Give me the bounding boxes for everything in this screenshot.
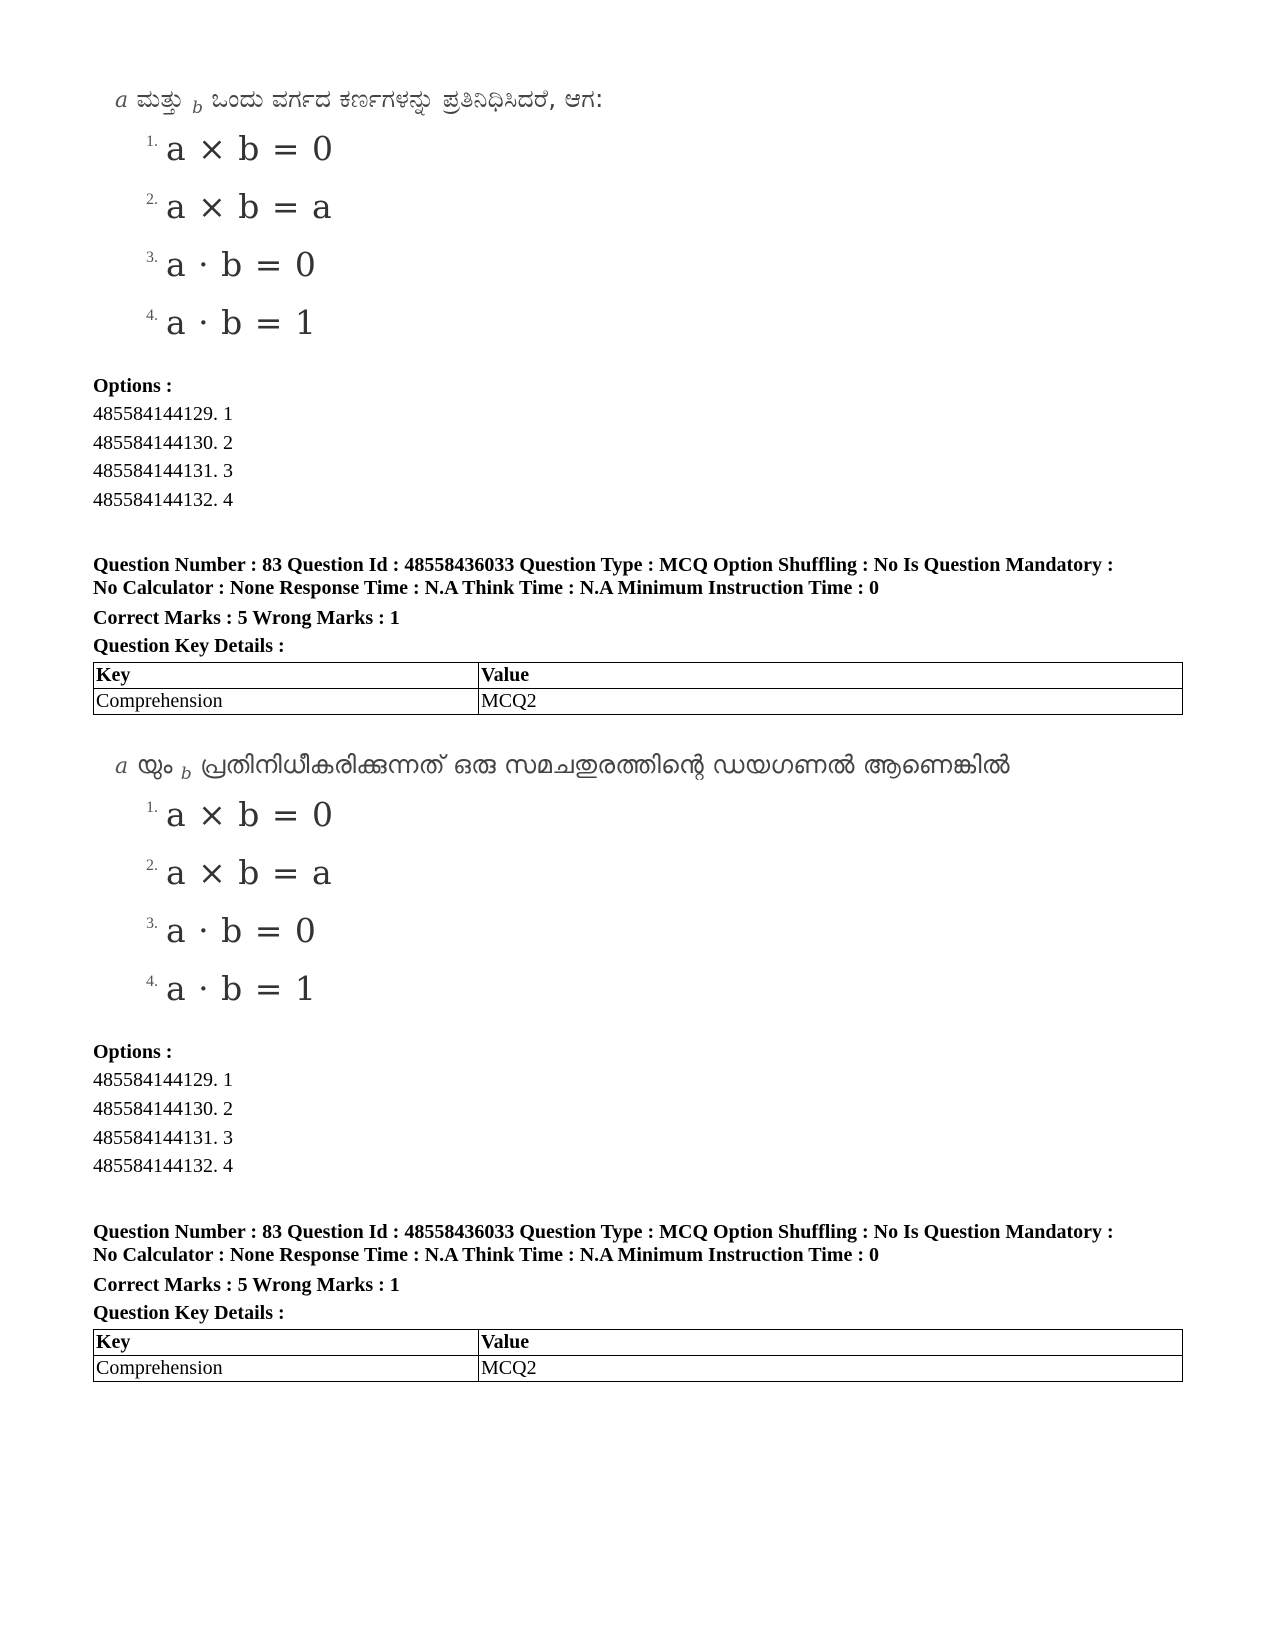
marks-line: Correct Marks : 5 Wrong Marks : 1 bbox=[93, 607, 400, 630]
options-title: Options : bbox=[93, 1041, 173, 1064]
marks-line: Correct Marks : 5 Wrong Marks : 1 bbox=[93, 1273, 400, 1296]
table-cell: MCQ2 bbox=[479, 1355, 1183, 1381]
choice-number: 1. bbox=[146, 133, 158, 150]
question-meta-line: No Calculator : None Response Time : N.A Think Time : N.A Minimum Instruction Time : 0 bbox=[93, 577, 879, 600]
choice-expression: a × b = a bbox=[166, 186, 333, 226]
option-line: 485584144129. 1 bbox=[93, 1069, 233, 1092]
stem-text-part-2: പ്രതിനിധീകരിക്കുന്നത് ഒരു സമചതുരത്തിന്റെ ഡയഗണൽ ആണെങ്കിൽ bbox=[200, 750, 1010, 780]
choice-item bbox=[93, 293, 1183, 351]
option-line: 485584144131. 3 bbox=[93, 1126, 233, 1149]
stem-text-part-2: ಒಂದು ವರ್ಗದ ಕರ್ಣಗಳನ್ನು ಪ್ರತಿನಿಧಿಸಿದರೆ, ಆಗ: bbox=[211, 84, 604, 113]
key-details-table bbox=[93, 1329, 1183, 1382]
choice-item bbox=[93, 785, 1183, 843]
stem-text-part-1: ಮತ್ತು bbox=[136, 84, 184, 113]
choice-expression: a × b = 0 bbox=[166, 128, 335, 168]
table-header-row bbox=[94, 1329, 1183, 1355]
vector-b-symbol: b bbox=[192, 98, 204, 118]
question-image-malayalam bbox=[93, 745, 1183, 1017]
choice-item bbox=[93, 177, 1183, 235]
option-line: 485584144130. 2 bbox=[93, 1097, 233, 1120]
option-line: 485584144131. 3 bbox=[93, 460, 233, 483]
table-header-cell: Value bbox=[479, 663, 1183, 689]
key-details-table bbox=[93, 662, 1183, 715]
choice-number: 2. bbox=[146, 191, 158, 208]
choice-number: 4. bbox=[146, 307, 158, 324]
option-line: 485584144130. 2 bbox=[93, 431, 233, 454]
choice-number: 2. bbox=[146, 857, 158, 875]
table-header-cell: Key bbox=[94, 1329, 479, 1355]
choice-number: 3. bbox=[146, 249, 158, 266]
question-meta-line: Question Number : 83 Question Id : 48558436033 Question Type : MCQ Option Shuffling : No Is Question Mandatory : bbox=[93, 554, 1114, 577]
option-line: 485584144132. 4 bbox=[93, 488, 233, 511]
choice-item bbox=[93, 959, 1183, 1017]
key-details-title: Question Key Details : bbox=[93, 1301, 285, 1324]
question-image-kannada bbox=[93, 79, 1183, 351]
choice-item bbox=[93, 119, 1183, 177]
document-page bbox=[93, 0, 1183, 1382]
table-cell: Comprehension bbox=[94, 689, 479, 715]
question-meta-line: Question Number : 83 Question Id : 48558436033 Question Type : MCQ Option Shuffling : No Is Question Mandatory : bbox=[93, 1220, 1114, 1243]
choice-expression: a · b = 1 bbox=[166, 302, 317, 342]
vector-b-symbol: b bbox=[180, 764, 192, 785]
table-header-cell: Value bbox=[479, 1329, 1183, 1355]
choice-expression: a × b = a bbox=[166, 852, 333, 892]
table-cell: MCQ2 bbox=[479, 689, 1183, 715]
table-header-cell: Key bbox=[94, 663, 479, 689]
stem-text-part-1: യും bbox=[136, 750, 173, 780]
choice-item bbox=[93, 901, 1183, 959]
choice-number: 3. bbox=[146, 915, 158, 933]
option-line: 485584144129. 1 bbox=[93, 403, 233, 425]
choice-expression: a · b = 0 bbox=[166, 910, 317, 950]
question-meta bbox=[93, 554, 1183, 600]
table-row bbox=[94, 1355, 1183, 1381]
choice-number: 4. bbox=[146, 973, 158, 991]
key-details-title: Question Key Details : bbox=[93, 635, 285, 658]
choice-item bbox=[93, 843, 1183, 901]
table-row bbox=[94, 689, 1183, 715]
vector-a-symbol: a bbox=[115, 88, 129, 113]
choice-item bbox=[93, 235, 1183, 293]
choice-number: 1. bbox=[146, 799, 158, 817]
option-line: 485584144132. 4 bbox=[93, 1155, 233, 1178]
vector-a-symbol: a bbox=[115, 754, 129, 780]
choice-expression: a · b = 0 bbox=[166, 244, 317, 284]
question-stem bbox=[93, 79, 1183, 119]
question-stem bbox=[93, 745, 1183, 785]
options-title: Options : bbox=[93, 375, 173, 397]
choice-expression: a · b = 1 bbox=[166, 968, 317, 1008]
question-meta-line: No Calculator : None Response Time : N.A Think Time : N.A Minimum Instruction Time : 0 bbox=[93, 1243, 879, 1266]
choice-expression: a × b = 0 bbox=[166, 794, 335, 834]
table-header-row bbox=[94, 663, 1183, 689]
question-meta bbox=[93, 1221, 1183, 1267]
table-cell: Comprehension bbox=[94, 1355, 479, 1381]
